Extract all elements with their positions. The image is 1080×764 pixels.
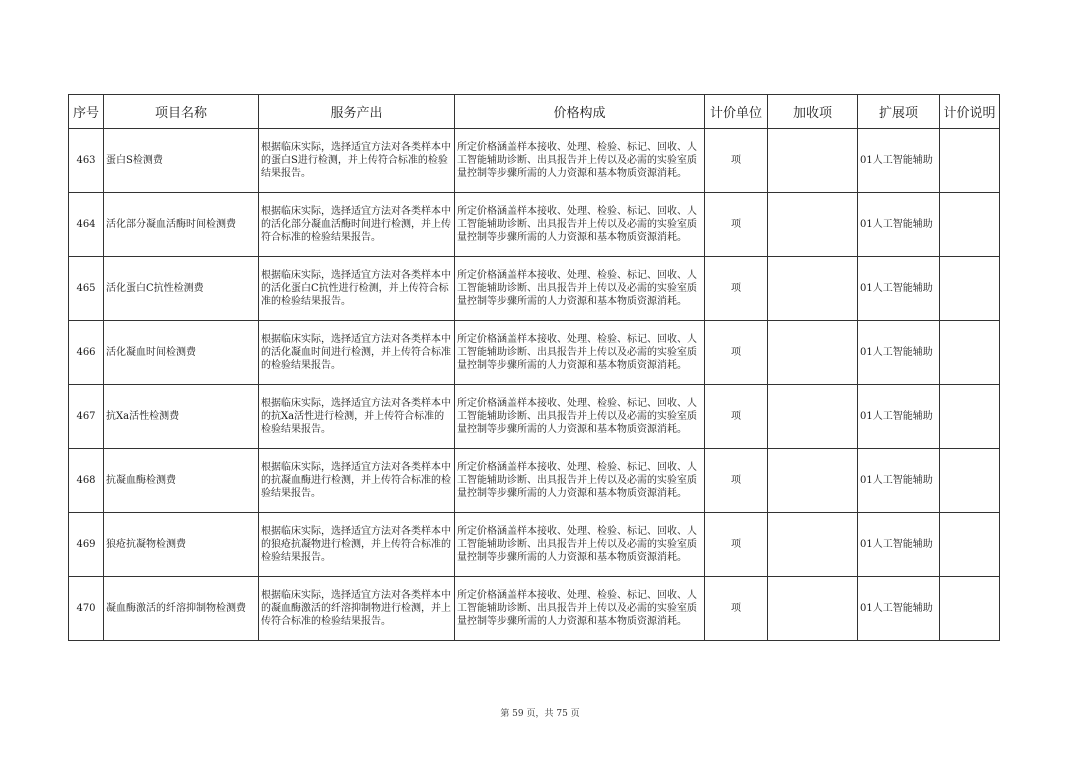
header-surcharge: 加收项	[768, 95, 858, 129]
row-service-output: 根据临床实际，选择适宜方法对各类样本中的凝血酶激活的纤溶抑制物进行检测，并上传符合标准的检验结果报告。	[259, 577, 455, 641]
header-extension: 扩展项	[858, 95, 940, 129]
row-service-output: 根据临床实际，选择适宜方法对各类样本中的抗Xa活性进行检测，并上传符合标准的检验结果报告。	[259, 385, 455, 449]
row-item-name: 狼疮抗凝物检测费	[104, 513, 259, 577]
row-pricing-note	[940, 513, 1000, 577]
row-price-composition: 所定价格涵盖样本接收、处理、检验、标记、回收、人工智能辅助诊断、出具报告并上传以及必需的实验室质量控制等步骤所需的人力资源和基本物质资源消耗。	[455, 385, 705, 449]
row-serial-number: 470	[69, 577, 104, 641]
row-item-name: 活化蛋白C抗性检测费	[104, 257, 259, 321]
row-item-name: 活化部分凝血活酶时间检测费	[104, 193, 259, 257]
row-service-output: 根据临床实际，选择适宜方法对各类样本中的蛋白S进行检测，并上传符合标准的检验结果报告。	[259, 129, 455, 193]
row-item-name: 抗Xa活性检测费	[104, 385, 259, 449]
row-extension: 01人工智能辅助	[858, 513, 940, 577]
row-extension: 01人工智能辅助	[858, 449, 940, 513]
row-price-composition: 所定价格涵盖样本接收、处理、检验、标记、回收、人工智能辅助诊断、出具报告并上传以及必需的实验室质量控制等步骤所需的人力资源和基本物质资源消耗。	[455, 513, 705, 577]
row-item-name: 活化凝血时间检测费	[104, 321, 259, 385]
page-number-footer: 第 59 页，共 75 页	[500, 709, 580, 719]
header-serial-number: 序号	[69, 95, 104, 129]
row-service-output: 根据临床实际，选择适宜方法对各类样本中的活化蛋白C抗性进行检测，并上传符合标准的检验结果报告。	[259, 257, 455, 321]
row-surcharge	[768, 129, 858, 193]
row-price-composition: 所定价格涵盖样本接收、处理、检验、标记、回收、人工智能辅助诊断、出具报告并上传以及必需的实验室质量控制等步骤所需的人力资源和基本物质资源消耗。	[455, 449, 705, 513]
table-row	[69, 321, 1000, 385]
row-price-composition: 所定价格涵盖样本接收、处理、检验、标记、回收、人工智能辅助诊断、出具报告并上传以及必需的实验室质量控制等步骤所需的人力资源和基本物质资源消耗。	[455, 257, 705, 321]
row-service-output: 根据临床实际，选择适宜方法对各类样本中的活化部分凝血活酶时间进行检测，并上传符合标准的检验结果报告。	[259, 193, 455, 257]
row-service-output: 根据临床实际，选择适宜方法对各类样本中的抗凝血酶进行检测，并上传符合标准的检验结果报告。	[259, 449, 455, 513]
row-serial-number: 468	[69, 449, 104, 513]
row-serial-number: 463	[69, 129, 104, 193]
pricing-table	[68, 94, 1000, 641]
row-pricing-unit: 项	[705, 257, 768, 321]
row-pricing-unit: 项	[705, 385, 768, 449]
row-pricing-note	[940, 193, 1000, 257]
row-extension: 01人工智能辅助	[858, 385, 940, 449]
table-row	[69, 577, 1000, 641]
row-item-name: 凝血酶激活的纤溶抑制物检测费	[104, 577, 259, 641]
row-extension: 01人工智能辅助	[858, 321, 940, 385]
table-header-row	[69, 95, 1000, 129]
header-pricing-note: 计价说明	[940, 95, 1000, 129]
row-surcharge	[768, 449, 858, 513]
table-row	[69, 193, 1000, 257]
table-row	[69, 449, 1000, 513]
row-pricing-note	[940, 321, 1000, 385]
row-item-name: 抗凝血酶检测费	[104, 449, 259, 513]
row-surcharge	[768, 257, 858, 321]
header-item-name: 项目名称	[104, 95, 259, 129]
row-serial-number: 467	[69, 385, 104, 449]
row-pricing-unit: 项	[705, 513, 768, 577]
row-surcharge	[768, 577, 858, 641]
row-pricing-unit: 项	[705, 129, 768, 193]
row-surcharge	[768, 513, 858, 577]
row-pricing-note	[940, 257, 1000, 321]
row-extension: 01人工智能辅助	[858, 577, 940, 641]
header-service-output: 服务产出	[259, 95, 455, 129]
table-row	[69, 257, 1000, 321]
row-pricing-note	[940, 449, 1000, 513]
row-price-composition: 所定价格涵盖样本接收、处理、检验、标记、回收、人工智能辅助诊断、出具报告并上传以及必需的实验室质量控制等步骤所需的人力资源和基本物质资源消耗。	[455, 193, 705, 257]
row-pricing-unit: 项	[705, 321, 768, 385]
row-pricing-note	[940, 577, 1000, 641]
header-pricing-unit: 计价单位	[705, 95, 768, 129]
row-pricing-unit: 项	[705, 449, 768, 513]
row-extension: 01人工智能辅助	[858, 129, 940, 193]
table-row	[69, 129, 1000, 193]
row-extension: 01人工智能辅助	[858, 193, 940, 257]
table-row	[69, 513, 1000, 577]
row-service-output: 根据临床实际，选择适宜方法对各类样本中的活化凝血时间进行检测，并上传符合标准的检验结果报告。	[259, 321, 455, 385]
row-service-output: 根据临床实际，选择适宜方法对各类样本中的狼疮抗凝物进行检测，并上传符合标准的检验结果报告。	[259, 513, 455, 577]
row-surcharge	[768, 193, 858, 257]
row-surcharge	[768, 385, 858, 449]
row-serial-number: 469	[69, 513, 104, 577]
row-price-composition: 所定价格涵盖样本接收、处理、检验、标记、回收、人工智能辅助诊断、出具报告并上传以及必需的实验室质量控制等步骤所需的人力资源和基本物质资源消耗。	[455, 321, 705, 385]
row-pricing-note	[940, 129, 1000, 193]
row-pricing-unit: 项	[705, 577, 768, 641]
row-pricing-unit: 项	[705, 193, 768, 257]
row-price-composition: 所定价格涵盖样本接收、处理、检验、标记、回收、人工智能辅助诊断、出具报告并上传以及必需的实验室质量控制等步骤所需的人力资源和基本物质资源消耗。	[455, 577, 705, 641]
header-price-composition: 价格构成	[455, 95, 705, 129]
row-serial-number: 466	[69, 321, 104, 385]
row-item-name: 蛋白S检测费	[104, 129, 259, 193]
row-serial-number: 464	[69, 193, 104, 257]
row-pricing-note	[940, 385, 1000, 449]
row-extension: 01人工智能辅助	[858, 257, 940, 321]
row-surcharge	[768, 321, 858, 385]
row-price-composition: 所定价格涵盖样本接收、处理、检验、标记、回收、人工智能辅助诊断、出具报告并上传以及必需的实验室质量控制等步骤所需的人力资源和基本物质资源消耗。	[455, 129, 705, 193]
table-row	[69, 385, 1000, 449]
row-serial-number: 465	[69, 257, 104, 321]
